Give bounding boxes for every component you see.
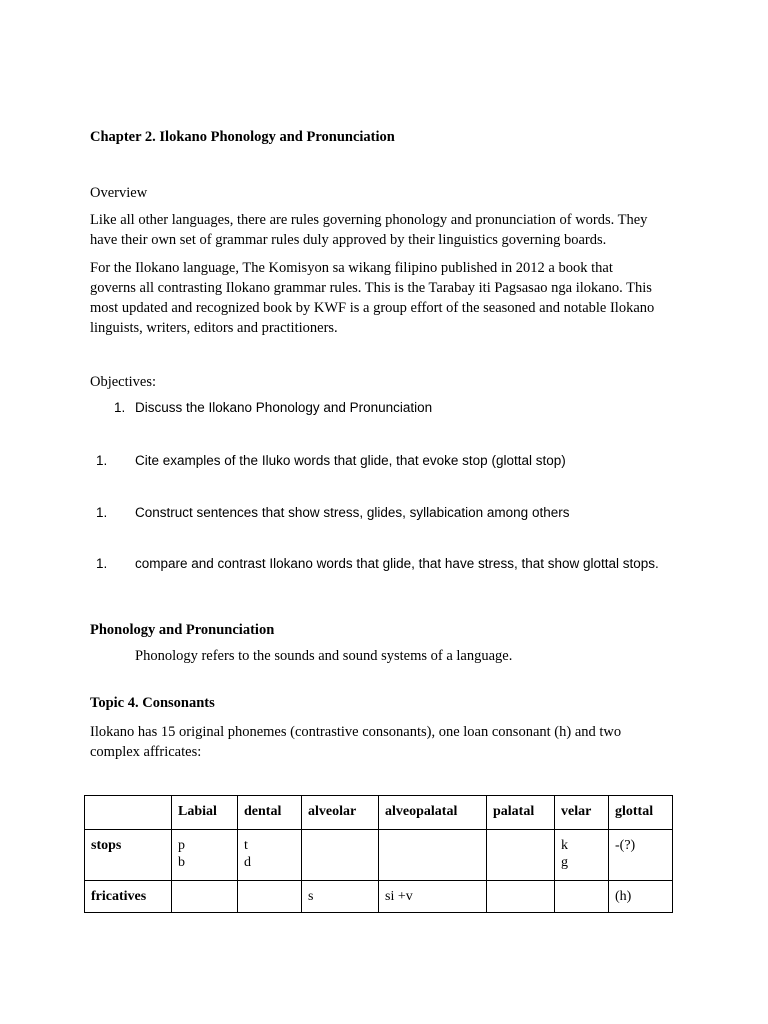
overview-p1-line1: Like all other languages, there are rules governing phonology and pronunciation of words. They	[90, 212, 648, 228]
overview-paragraph-1	[90, 210, 690, 250]
table-row-label: fricatives	[85, 881, 172, 913]
table-cell-value: k	[561, 838, 568, 853]
table-row	[85, 830, 673, 881]
table-cell-value: d	[244, 855, 251, 870]
objective-number: 1.	[114, 400, 126, 415]
topic-line2: complex affricates:	[90, 744, 202, 760]
table-cell	[238, 830, 302, 881]
table-cell	[555, 881, 609, 913]
table-header-cell	[85, 796, 172, 830]
table-row	[85, 881, 673, 913]
table-header-cell: dental	[238, 796, 302, 830]
topic-text	[90, 722, 690, 762]
overview-p2-line1: For the Ilokano language, The Komisyon sa wikang filipino published in 2012 a book that	[90, 260, 613, 276]
chapter-title: Chapter 2. Ilokano Phonology and Pronunciation	[90, 129, 395, 145]
table-cell-value: g	[561, 855, 568, 870]
objectives-heading: Objectives:	[90, 374, 157, 390]
table-cell-value: t	[244, 838, 248, 853]
table-header-cell: alveolar	[302, 796, 379, 830]
table-header-cell: Labial	[172, 796, 238, 830]
objective-number: 1.	[96, 453, 108, 468]
overview-paragraph-2	[90, 258, 690, 338]
objective-text: compare and contrast Ilokano words that glide, that have stress, that show glottal stops.	[135, 556, 659, 571]
table-cell	[609, 830, 673, 881]
consonants-table	[84, 795, 673, 913]
overview-heading: Overview	[90, 185, 148, 201]
objective-number: 1.	[96, 556, 108, 571]
table-cell	[302, 881, 379, 913]
table-cell	[302, 830, 379, 881]
objective-text: Cite examples of the Iluko words that glide, that evoke stop (glottal stop)	[135, 453, 566, 468]
table-row-label: stops	[85, 830, 172, 881]
table-cell-value: si +v	[385, 889, 413, 904]
phonology-text: Phonology refers to the sounds and sound systems of a language.	[135, 648, 513, 664]
table-cell	[172, 881, 238, 913]
table-cell	[555, 830, 609, 881]
table-cell	[238, 881, 302, 913]
topic-line1: Ilokano has 15 original phonemes (contrastive consonants), one loan consonant (h) and two	[90, 724, 622, 740]
table-cell	[172, 830, 238, 881]
objective-number: 1.	[96, 505, 108, 520]
overview-p2-line3: most updated and recognized book by KWF is a group effort of the seasoned and notable Ilokano	[90, 300, 655, 316]
table-cell-value: (h)	[615, 889, 632, 904]
overview-p2-line4: linguists, writers, editors and practitioners.	[90, 320, 338, 336]
overview-p2-line2: governs all contrasting Ilokano grammar rules. This is the Tarabay iti Pagsasao nga ilokano. This	[90, 280, 652, 296]
table-cell-value: p	[178, 838, 185, 853]
table-cell-value: b	[178, 855, 185, 870]
table-header-row	[85, 796, 673, 830]
table-cell	[379, 881, 487, 913]
phonology-heading: Phonology and Pronunciation	[90, 622, 275, 638]
table-cell	[487, 881, 555, 913]
overview-p1-line2: have their own set of grammar rules duly approved by their linguistics governing boards.	[90, 232, 607, 248]
table-cell-value: -(?)	[615, 838, 636, 853]
topic-heading: Topic 4. Consonants	[90, 695, 215, 711]
table-header-cell: alveopalatal	[379, 796, 487, 830]
table-header-cell: palatal	[487, 796, 555, 830]
table-header-cell: glottal	[609, 796, 673, 830]
table-cell	[609, 881, 673, 913]
objective-text: Discuss the Ilokano Phonology and Pronunciation	[135, 400, 433, 415]
table-cell-value: s	[308, 889, 314, 904]
table-header-cell: velar	[555, 796, 609, 830]
table-cell	[487, 830, 555, 881]
objective-text: Construct sentences that show stress, glides, syllabication among others	[135, 505, 570, 520]
table-cell	[379, 830, 487, 881]
